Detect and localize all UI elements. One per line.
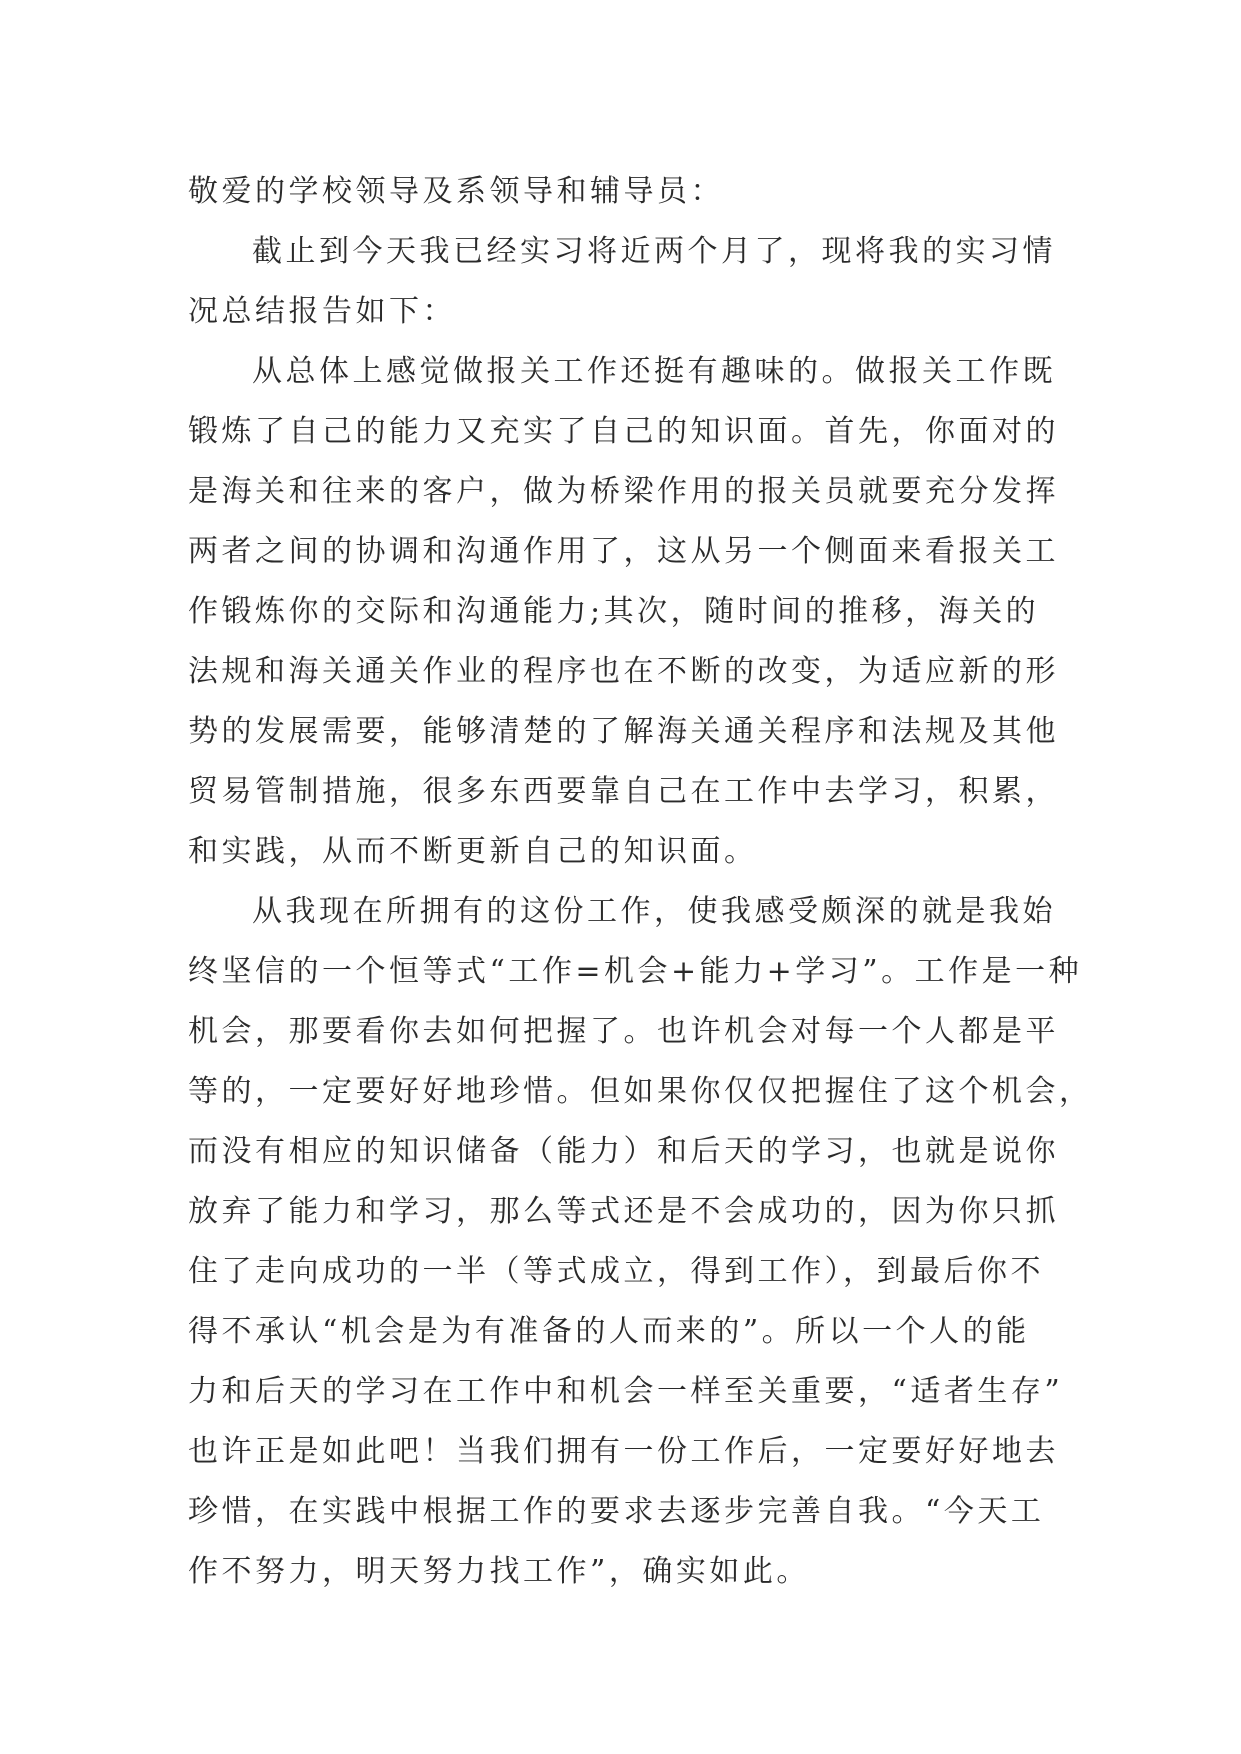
paragraph-line: 是海关和往来的客户，做为桥梁作用的报关员就要充分发挥 [188, 474, 1059, 509]
paragraph-line: 从总体上感觉做报关工作还挺有趣味的。做报关工作既 [252, 354, 1056, 389]
salutation: 敬爱的学校领导及系领导和辅导员： [188, 174, 724, 209]
paragraph-line: 力和后天的学习在工作中和机会一样至关重要，“适者生存” [188, 1374, 1064, 1409]
paragraph-line: 也许正是如此吧！当我们拥有一份工作后，一定要好好地去 [188, 1434, 1059, 1469]
paragraph-line: 而没有相应的知识储备（能力）和后天的学习，也就是说你 [188, 1134, 1059, 1169]
paragraph-line: 等的，一定要好好地珍惜。但如果你仅仅把握住了这个机会， [188, 1074, 1093, 1109]
paragraph-line: 锻炼了自己的能力又充实了自己的知识面。首先，你面对的 [188, 414, 1059, 449]
document-body [188, 162, 1093, 1602]
paragraph-line: 珍惜，在实践中根据工作的要求去逐步完善自我。“今天工 [188, 1494, 1045, 1529]
paragraph-line: 和实践，从而不断更新自己的知识面。 [188, 834, 758, 869]
paragraph-line: 住了走向成功的一半（等式成立，得到工作），到最后你不 [188, 1254, 1044, 1289]
paragraph-intro [188, 222, 1064, 342]
paragraph-line: 放弃了能力和学习，那么等式还是不会成功的，因为你只抓 [188, 1194, 1059, 1229]
paragraph-line: 从我现在所拥有的这份工作，使我感受颇深的就是我始 [252, 894, 1056, 929]
paragraph-line: 两者之间的协调和沟通作用了，这从另一个侧面来看报关工 [188, 534, 1059, 569]
paragraph-line: 作锻炼你的交际和沟通能力;其次，随时间的推移，海关的 [188, 594, 1040, 629]
paragraph-line: 截止到今天我已经实习将近两个月了，现将我的实习情 [252, 234, 1056, 269]
paragraph-line: 终坚信的一个恒等式“工作=机会+能力+学习”。工作是一种 [188, 954, 1083, 989]
paragraph-work-overview [188, 342, 1064, 882]
paragraph-line: 况总结报告如下： [188, 294, 456, 329]
paragraph-reflection [188, 882, 1093, 1602]
paragraph-line: 作不努力，明天努力找工作”，确实如此。 [188, 1554, 810, 1589]
paragraph-line: 贸易管制措施，很多东西要靠自己在工作中去学习，积累， [188, 774, 1059, 809]
paragraph-line: 法规和海关通关作业的程序也在不断的改变，为适应新的形 [188, 654, 1059, 689]
paragraph-line: 机会，那要看你去如何把握了。也许机会对每一个人都是平 [188, 1014, 1059, 1049]
paragraph-line: 势的发展需要，能够清楚的了解海关通关程序和法规及其他 [188, 714, 1059, 749]
paragraph-line: 得不承认“机会是为有准备的人而来的”。所以一个人的能 [188, 1314, 1030, 1349]
